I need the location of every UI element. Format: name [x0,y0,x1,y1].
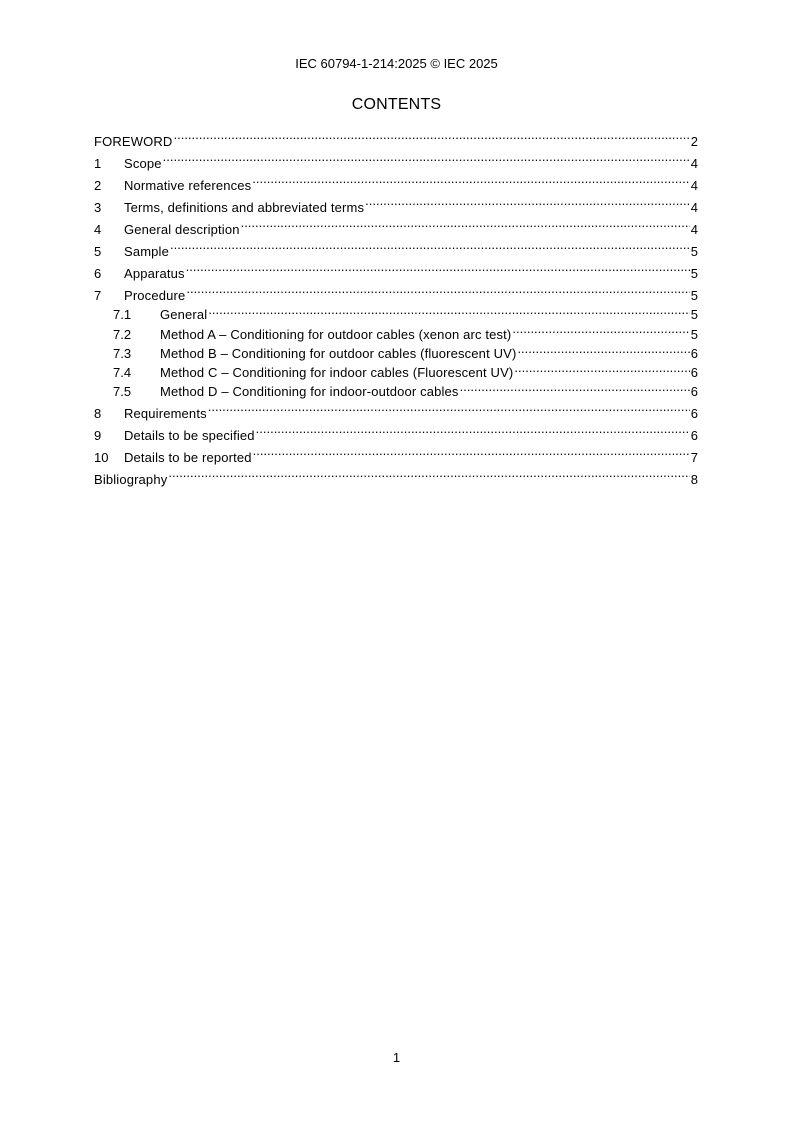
dot-leader [208,396,690,418]
page-number: 1 [392,1050,401,1065]
toc-entry-page: 4 [690,178,698,193]
toc-entry-page: 7 [690,450,698,466]
toc-entry-page: 6 [690,406,698,422]
toc-entry-page: 8 [690,472,698,488]
contents-heading: CONTENTS [351,96,442,113]
dot-leader [253,440,690,462]
toc-entry-number: 7.3 [113,345,132,361]
toc-entry-number: 7 [94,288,102,303]
dot-leader [208,300,689,319]
toc-entry-number: 1 [94,156,102,171]
toc-entry-number: 7.1 [113,307,132,323]
toc-entry-page: 6 [690,365,698,381]
toc-entry-title: Details to be specified [124,428,255,444]
dot-leader [252,168,689,190]
toc-entry-number: 5 [94,244,102,259]
toc-entry-page: 4 [690,156,698,171]
document-header: IEC 60794-1-214:2025 © IEC 2025 [295,56,498,71]
dot-leader [517,339,689,358]
toc-entry-title: Method C – Conditioning for indoor cables (Fluorescent UV) [160,365,514,381]
toc-entry-number: 7.4 [113,365,132,381]
dot-leader [256,418,690,440]
dot-leader [514,358,689,377]
toc-entry-page: 2 [690,134,698,149]
toc-entry-number: 4 [94,222,102,237]
toc-entry-title: General description [124,222,240,237]
dot-leader [365,190,690,212]
toc-entry-title: Normative references [124,178,252,193]
toc-entry-page: 5 [690,244,698,259]
dot-leader [168,462,689,484]
toc-entry-sample[interactable] [94,234,698,259]
toc-entry-scope[interactable] [94,146,698,171]
toc-entry-title: Method D – Conditioning for indoor-outdoor cables [160,384,459,400]
toc-entry-title: Sample [124,244,169,259]
toc-entry-title: FOREWORD [94,134,173,149]
toc-entry-number: 7.5 [113,384,132,400]
toc-entry-bibliography[interactable] [94,462,698,488]
toc-entry-number: 8 [94,406,102,422]
dot-leader [241,212,690,234]
table-of-contents [94,124,698,488]
dot-leader [163,146,690,168]
toc-entry-title: Scope [124,156,162,171]
toc-entry-title: Apparatus [124,266,185,281]
toc-entry-title: Details to be reported [124,450,252,466]
toc-entry-number: 7.2 [113,326,132,342]
toc-entry-title: General [160,307,208,323]
toc-entry-page: 4 [690,222,698,237]
toc-entry-foreword[interactable] [94,124,698,149]
dot-leader [173,124,689,146]
toc-entry-number: 2 [94,178,102,193]
toc-entry-page: 6 [690,384,698,400]
toc-entry-number: 9 [94,428,102,444]
dot-leader [512,319,689,338]
toc-entry-number: 3 [94,200,102,215]
dot-leader [170,234,690,256]
toc-entry-apparatus[interactable] [94,256,698,281]
toc-entry-page: 5 [690,307,698,323]
toc-entry-title: Requirements [124,406,207,422]
toc-entry-title: Procedure [124,288,186,303]
toc-entry-title: Terms, definitions and abbreviated terms [124,200,365,215]
dot-leader [186,278,689,300]
toc-entry-page: 6 [690,428,698,444]
dot-leader [460,377,690,396]
toc-entry-title: Bibliography [94,472,168,488]
toc-entry-title: Method A – Conditioning for outdoor cables (xenon arc test) [160,326,512,342]
toc-entry-number: 10 [94,450,109,466]
toc-entry-page: 5 [690,266,698,281]
toc-entry-number: 6 [94,266,102,281]
toc-entry-page: 4 [690,200,698,215]
toc-entry-page: 5 [690,288,698,303]
toc-entry-page: 6 [690,345,698,361]
toc-entry-title: Method B – Conditioning for outdoor cables (fluorescent UV) [160,345,517,361]
toc-entry-page: 5 [690,326,698,342]
dot-leader [186,256,690,278]
toc-entry-normative-references[interactable] [94,168,698,193]
